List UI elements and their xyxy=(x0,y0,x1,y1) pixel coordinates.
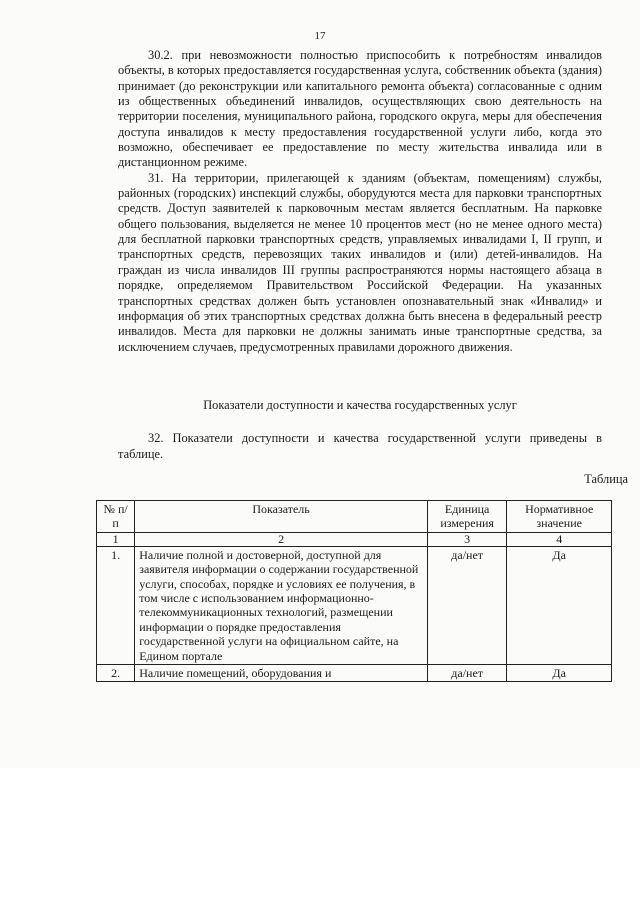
row-value: Да xyxy=(507,546,612,664)
row-indicator: Наличие полной и достоверной, доступной для заявителя информации о содержании государственной услуги, способах, порядке и условиях ее получения, в том числе с использованием информационно-телекоммуникационных технологий, размещении информации о порядке предоставления государственной услуги на официальном сайте, на Едином портале xyxy=(135,546,428,664)
column-number: 4 xyxy=(507,532,612,546)
paragraph-30-2: 30.2. при невозможности полностью приспособить к потребностям инвалидов объекты, в которых предоставляется государственная услуга, собственник объекта (здания) принимает (до реконструкции или капитального ремонта объекта) согласованные с одним из общественных объединений инвалидов, осуществляющих свою деятельность на территории поселения, муниципального района, городского округа, меры для обеспечения доступа инвалидов к месту предоставления государственной услуги либо, когда это возможно, обеспечивает ее предоставление по месту жительства инвалида или в дистанционном режиме. xyxy=(118,48,602,170)
indicators-table xyxy=(96,500,612,682)
table-row xyxy=(97,665,612,682)
table-header-row xyxy=(97,501,612,533)
row-value: Да xyxy=(507,665,612,682)
row-indicator: Наличие помещений, оборудования и xyxy=(135,665,428,682)
section-heading: Показатели доступности и качества государственных услуг xyxy=(203,398,517,412)
column-number: 1 xyxy=(97,532,135,546)
paragraph-32: 32. Показатели доступности и качества государственной услуги приведены в таблице. xyxy=(118,431,602,461)
header-value: Нормативное значение xyxy=(507,501,612,533)
header-unit: Единица измерения xyxy=(427,501,506,533)
row-unit: да/нет xyxy=(427,546,506,664)
row-number: 2. xyxy=(97,665,135,682)
header-indicator: Показатель xyxy=(135,501,428,533)
table-column-numbers-row xyxy=(97,532,612,546)
column-number: 3 xyxy=(427,532,506,546)
header-number: № п/п xyxy=(97,501,135,533)
page-number: 17 xyxy=(314,30,326,42)
body-text xyxy=(118,48,602,355)
paragraph-31: 31. На территории, прилегающей к зданиям (объектам, помещениям) службы, районных (городских) инспекций службы, оборудуются места для парковки транспортных средств. Доступ заявителей к парковочным местам является бесплатным. На парковке общего пользования, выделяется не менее 10 процентов мест (но не менее одного места) для бесплатной парковки транспортных средств, управляемых инвалидами I, II групп, и транспортных средств, перевозящих таких инвалидов и (или) детей-инвалидов. На граждан из числа инвалидов III группы распространяются нормы настоящего абзаца в порядке, определяемом Правительством Российской Федерации. На указанных транспортных средствах должен быть установлен опознавательный знак «Инвалид» и информация об этих транспортных средствах должна быть внесена в федеральный реестр инвалидов. Места для парковки не должны занимать иные транспортные средства, за исключением случаев, предусмотренных правилами дорожного движения. xyxy=(118,170,602,354)
row-unit: да/нет xyxy=(427,665,506,682)
paragraph-32-block xyxy=(118,430,602,462)
row-number: 1. xyxy=(97,546,135,664)
table-row xyxy=(97,546,612,664)
table-caption: Таблица xyxy=(584,472,628,486)
column-number: 2 xyxy=(135,532,428,546)
